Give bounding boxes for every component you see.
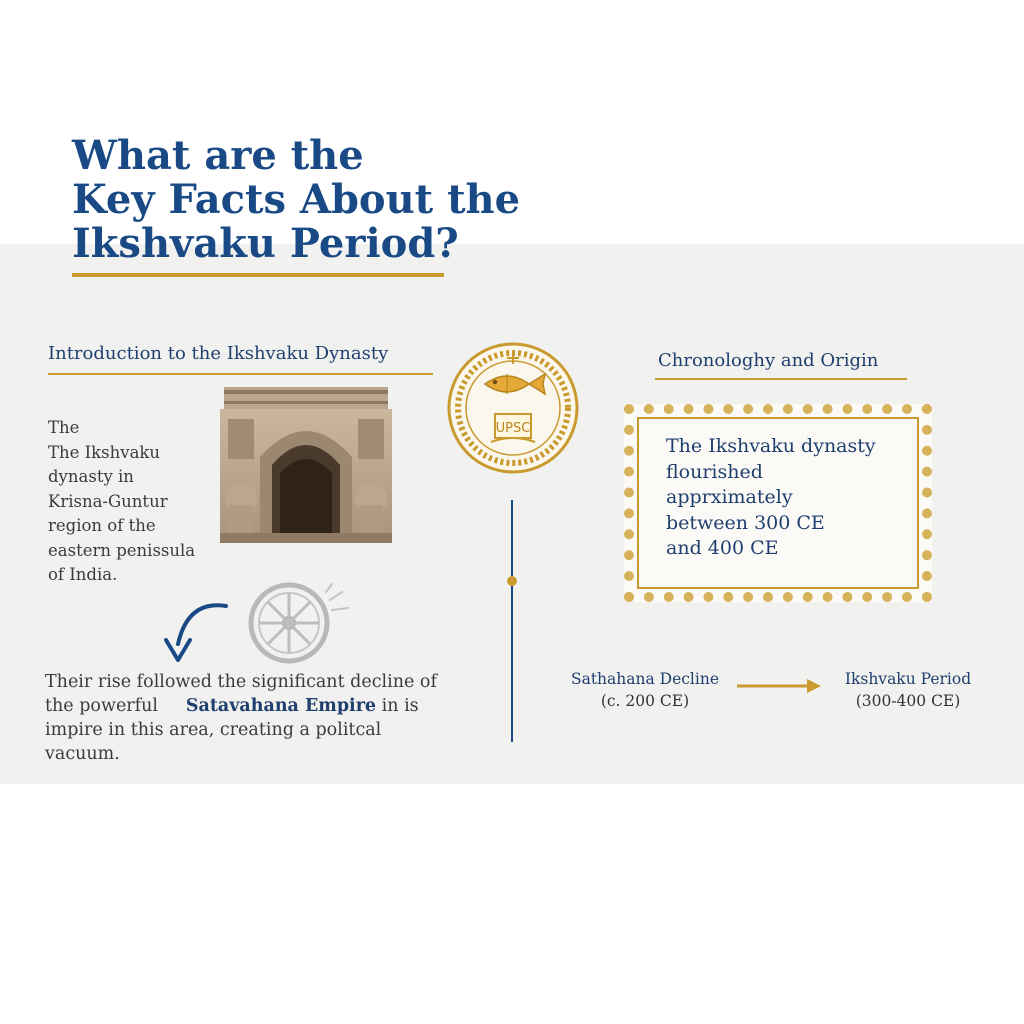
chronology-box-text [666,434,916,562]
box-line: The Ikshvaku dynasty [666,435,876,457]
timeline-to-date: (300-400 CE) [855,692,961,710]
box-line: between 300 CE [666,511,825,534]
page-title [72,134,520,266]
box-line: and 400 CE [666,537,779,559]
title-line-2: Key Facts About the [72,176,521,223]
temple-gateway-image [220,387,392,543]
timeline-divider [511,500,513,742]
broken-wheel-icon [246,580,356,666]
box-line: apprximately [666,486,793,508]
chronology-heading: Chronologhy and Origin [658,350,879,371]
curved-arrow-icon [160,600,232,664]
satavahana-empire-text: Satavahana Empire [185,696,377,716]
rise-line-3: impire in this area, creating a politcal [45,720,382,740]
upsc-emblem [445,338,581,478]
upsc-label: UPSC [495,421,531,436]
timeline-from [560,668,730,712]
intro-line: eastern penissula [48,540,196,560]
rise-paragraph [45,670,485,766]
timeline-to-title: Ikshvaku Period [844,670,972,688]
rise-line-2 [45,694,485,718]
intro-line: Krisna-Guntur [48,491,168,511]
intro-heading-rule [48,373,433,375]
timeline-from-date: (c. 200 CE) [600,692,690,710]
rise-line-2-prefix: the powerful [45,696,159,716]
intro-paragraph [48,416,218,588]
timeline-arrow-icon [737,676,823,696]
timeline-dot [507,576,517,586]
title-line-1: What are the [72,132,364,179]
intro-line: region of the [48,516,156,535]
timeline-to [826,668,990,712]
intro-line: The Ikshvaku [48,442,161,462]
chronology-heading-rule [655,378,907,380]
rise-line-1: Their rise followed the significant decline of [45,672,437,692]
intro-line: The [48,418,80,437]
intro-line: dynasty in [48,467,134,486]
intro-line: of India. [48,565,118,584]
title-underline [72,273,444,277]
timeline-from-title: Sathahana Decline [570,670,720,688]
intro-heading: Introduction to the Ikshvaku Dynasty [48,343,389,364]
rise-line-4: vacuum. [45,744,120,764]
box-line: flourished [666,460,763,483]
rise-line-2-suffix: in is [381,696,419,716]
title-line-3: Ikshvaku Period? [72,220,459,267]
